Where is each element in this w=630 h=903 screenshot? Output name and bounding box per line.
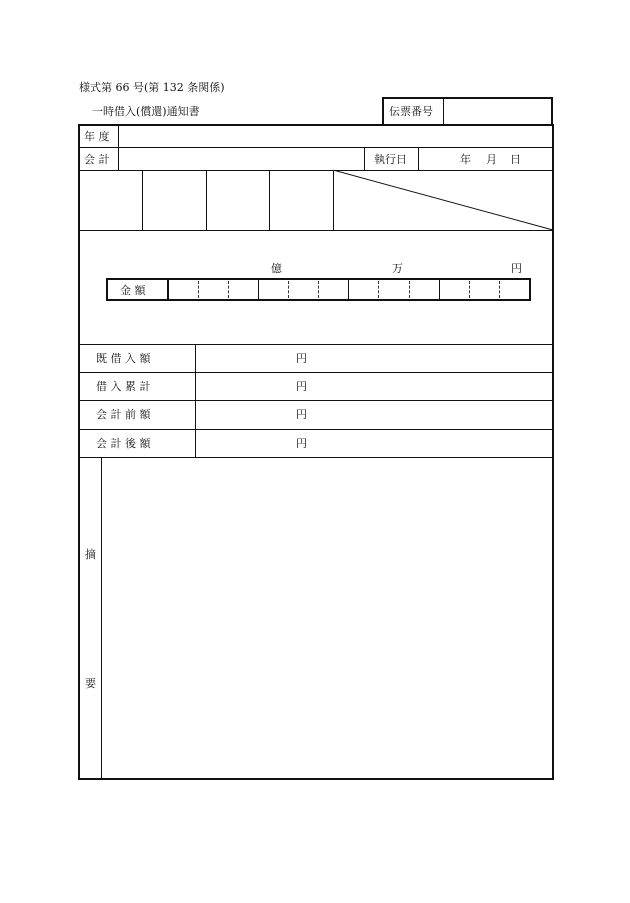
amount-label-divider xyxy=(167,278,169,301)
row-divider xyxy=(78,372,554,373)
unit-man: 万 xyxy=(392,262,403,275)
stamp-box-2[interactable] xyxy=(144,172,205,229)
cell-divider xyxy=(418,147,419,170)
year-label: 年 度 xyxy=(84,130,110,143)
summary-label-1: 既 借 入 額 xyxy=(96,352,151,365)
summary-field-3[interactable] xyxy=(197,402,552,428)
voucher-number-label: 伝票番号 xyxy=(389,105,433,118)
label-column-divider xyxy=(118,124,119,170)
row-divider xyxy=(78,147,554,148)
date-year-unit: 年 xyxy=(460,153,471,166)
stamp-divider xyxy=(142,170,143,230)
amount-label: 金 額 xyxy=(120,284,146,297)
summary-label-3: 会 計 前 額 xyxy=(96,408,151,421)
date-month-unit: 月 xyxy=(486,153,497,166)
unit-en: 円 xyxy=(511,262,522,275)
voucher-number-field[interactable] xyxy=(446,99,550,123)
stamp-divider xyxy=(206,170,207,230)
year-field[interactable] xyxy=(120,126,550,146)
row-divider xyxy=(78,344,554,345)
summary-label-divider xyxy=(195,344,196,457)
stamp-box-4[interactable] xyxy=(271,172,332,229)
stamp-divider xyxy=(269,170,270,230)
summary-unit-4: 円 xyxy=(296,437,307,450)
voucher-divider xyxy=(443,97,444,125)
cell-divider xyxy=(364,147,365,170)
remarks-label-top: 摘 xyxy=(85,548,96,561)
summary-unit-3: 円 xyxy=(296,408,307,421)
summary-unit-2: 円 xyxy=(296,380,307,393)
form-number: 様式第 66 号(第 132 条関係) xyxy=(79,81,225,94)
accounting-label: 会 計 xyxy=(84,153,110,166)
document-title: 一時借入(償還)通知書 xyxy=(92,105,200,118)
stamp-box-1[interactable] xyxy=(80,172,141,229)
remarks-label-bottom: 要 xyxy=(85,677,96,690)
unit-oku: 億 xyxy=(271,262,282,275)
summary-field-2[interactable] xyxy=(197,374,552,399)
date-day-unit: 日 xyxy=(510,153,521,166)
remarks-field[interactable] xyxy=(103,459,552,778)
row-divider xyxy=(78,457,554,458)
row-divider xyxy=(78,400,554,401)
summary-field-1[interactable] xyxy=(197,346,552,371)
summary-field-4[interactable] xyxy=(197,431,552,456)
amount-digits-field[interactable] xyxy=(170,280,529,299)
summary-unit-1: 円 xyxy=(296,352,307,365)
summary-label-4: 会 計 後 額 xyxy=(96,437,151,450)
execution-date-field[interactable] xyxy=(420,149,550,169)
execution-date-label: 執行日 xyxy=(374,153,407,166)
remarks-label-divider xyxy=(101,457,102,780)
stamp-box-3[interactable] xyxy=(208,172,268,229)
row-divider xyxy=(78,429,554,430)
diagonal-slash xyxy=(333,170,554,231)
accounting-field[interactable] xyxy=(120,149,362,169)
summary-label-2: 借 入 累 計 xyxy=(96,380,151,393)
